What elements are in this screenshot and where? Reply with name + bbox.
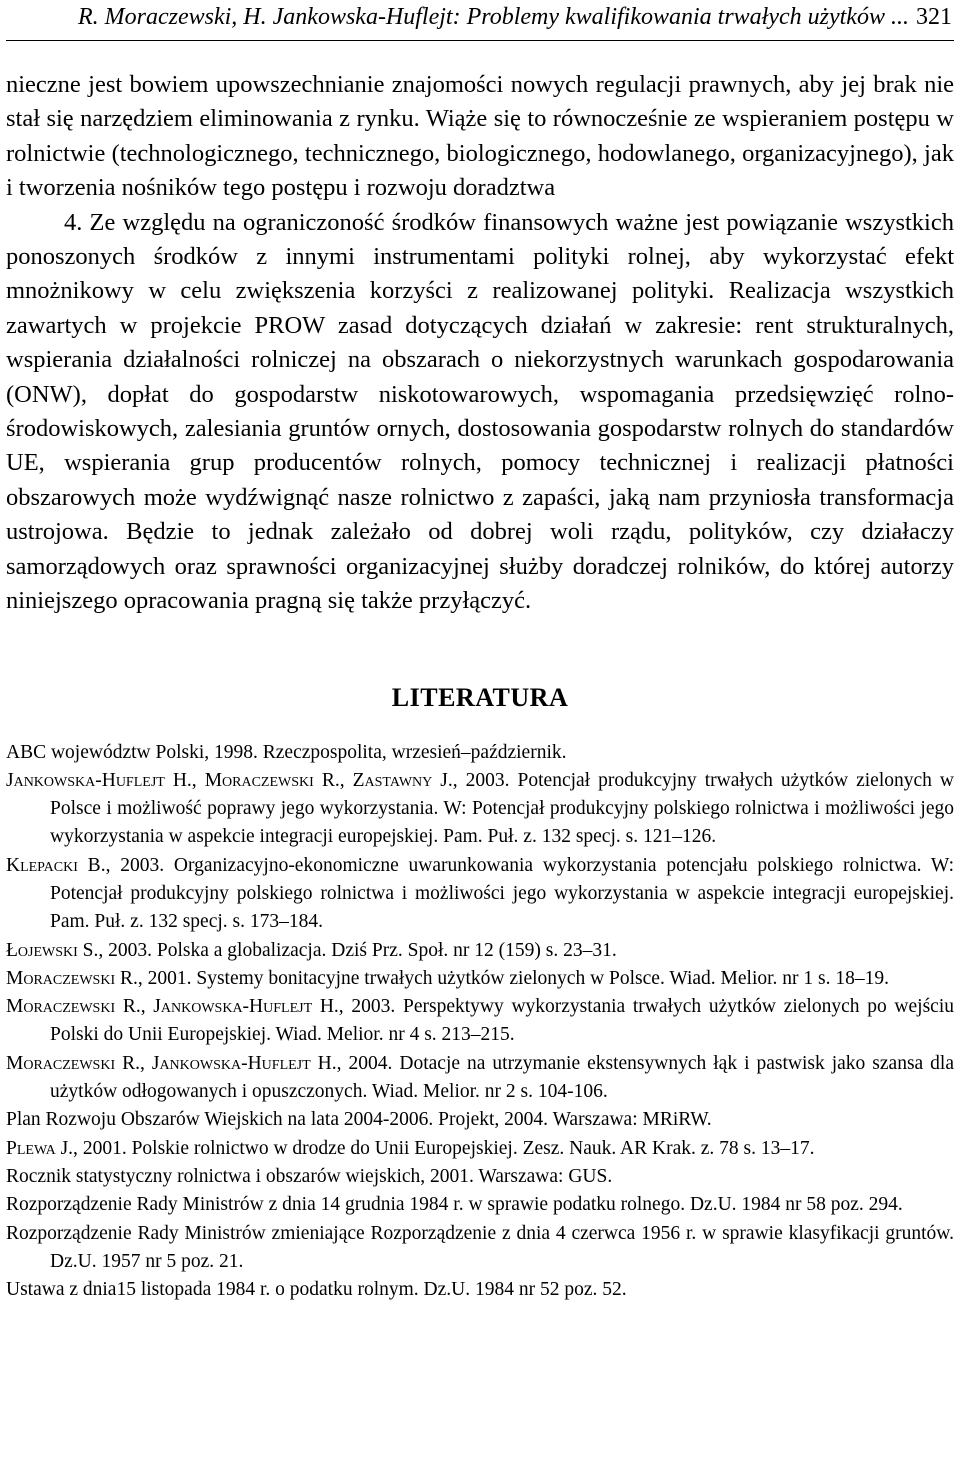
reference-text: Rozporządzenie Rady Ministrów zmieniające Rozporządzenie z dnia 4 czerwca 1956 r. w sprawie klasyfikacji gruntów. Dz.U. 1957 nr 5 poz. 21. <box>6 1222 954 1272</box>
body-text <box>6 68 954 619</box>
reference-item <box>6 739 954 767</box>
reference-text: Ustawa z dnia15 listopada 1984 r. o podatku rolnym. Dz.U. 1984 nr 52 poz. 52. <box>6 1279 627 1301</box>
reference-text: 2003. Perspektywy wykorzystania trwałych użytków zielonych po wejściu Polski do Unii Europejskiej. Wiad. Melior. nr 4 s. 213–215. <box>50 996 954 1046</box>
reference-authors: Moraczewski R., Jankowska-Huflejt H., <box>6 996 344 1018</box>
reference-text: 2001. Polskie rolnictwo w drodze do Unii Europejskiej. Zesz. Nauk. AR Krak. z. 78 s. 13–17. <box>77 1137 815 1159</box>
reference-authors: Klepacki B., <box>6 854 111 876</box>
reference-item <box>6 1191 954 1219</box>
reference-text: 2004. Dotacje na utrzymanie ekstensywnych łąk i pastwisk jako szansa dla użytków odłogowanych i opuszczonych. Wiad. Melior. nr 2 s. 104-106. <box>50 1052 954 1103</box>
reference-text: 2003. Polska a globalizacja. Dziś Prz. Społ. nr 12 (159) s. 23–31. <box>103 939 617 961</box>
reference-item <box>6 767 954 852</box>
reference-text: Rocznik statystyczny rolnictwa i obszarów wiejskich, 2001. Warszawa: GUS. <box>6 1165 613 1187</box>
reference-text: 2003. Organizacyjno-ekonomiczne uwarunkowania wykorzystania potencjału polskiego rolnictwa. W: Potencjał produkcyjny polskiego rolnictwa i możliwości jego wykorzystania w aspekcie integracji europejskiej. Pam. Puł. z. 132 specj. s. 173–184. <box>50 854 954 933</box>
literature-heading: LITERATURA <box>391 682 569 712</box>
reference-list <box>6 739 954 1305</box>
reference-item <box>6 1135 954 1163</box>
reference-item <box>6 993 954 1050</box>
page-number: 321 <box>916 4 952 30</box>
reference-text: Rozporządzenie Rady Ministrów z dnia 14 grudnia 1984 r. w sprawie podatku rolnego. Dz.U. 1984 nr 58 poz. 294. <box>6 1194 903 1216</box>
reference-authors: Jankowska-Huflejt H., Moraczewski R., Zastawny J., <box>6 769 458 791</box>
paragraph: 4. Ze względu na ograniczoność środków finansowych ważne jest powiązanie wszystkich ponoszonych środków z innymi instrumentami polityki rolnej, aby wykorzystać efekt mnożnikowy w celu zwiększenia korzyści z realizowanej polityki. Realizacja wszystkich zawartych w projekcie PROW zasad dotyczących działań w zakresie: rent strukturalnych, wspierania działalności rolniczej na obszarach o niekorzystnych warunkach gospodarowania (ONW), dopłat do gospodarstw niskotowarowych, wspomagania przedsięwzięć rolno-środowiskowych, zalesiania gruntów ornych, dostosowania gospodarstw rolnych do standardów UE, wspierania grup producentów rolnych, pomocy technicznej i realizacji płatności obszarowych może wydźwignąć nasze rolnictwo z zapaści, jaką nam przyniosła transformacja ustrojowa. Będzie to jednak zależało od dobrej woli rządu, polityków, czy działaczy samorządowych oraz sprawności organizacyjnej służby doradczej rolników, do której autorzy niniejszego opracowania pragną się także przyłączyć. <box>6 208 954 615</box>
reference-item <box>6 1050 954 1107</box>
reference-authors: Moraczewski R., <box>6 967 143 989</box>
reference-item <box>6 852 954 937</box>
reference-item <box>6 1276 954 1304</box>
page <box>6 0 954 1304</box>
reference-item <box>6 965 954 993</box>
paragraph: nieczne jest bowiem upowszechnianie znajomości nowych regulacji prawnych, aby jej brak nie stał się narzędziem eliminowania z rynku. Wiąże się to równocześnie ze wspieraniem postępu w rolnictwie (technologicznego, technicznego, biologicznego, hodowlanego, organizacyjnego), jak i tworzenia nośników tego postępu i rozwoju doradztwa <box>6 71 954 202</box>
reference-authors: Łojewski S., <box>6 939 104 961</box>
reference-text: Plan Rozwoju Obszarów Wiejskich na lata 2004-2006. Projekt, 2004. Warszawa: MRiRW. <box>6 1109 712 1131</box>
reference-item <box>6 1106 954 1134</box>
running-title: R. Moraczewski, H. Jankowska-Huflejt: Problemy kwalifikowania trwałych użytków ... <box>78 4 909 30</box>
reference-item <box>6 1163 954 1191</box>
reference-text: 2001. Systemy bonitacyjne trwałych użytków zielonych w Polsce. Wiad. Melior. nr 1 s. 18–19. <box>142 967 889 989</box>
reference-text: 2003. Potencjał produkcyjny trwałych użytków zielonych w Polsce i możliwość poprawy jego wykorzystania. W: Potencjał produkcyjny polskiego rolnictwa i możliwości jego wykorzystania w aspekcie integracji europejskiej. Pam. Puł. z. 132 specj. s. 121–126. <box>50 769 955 848</box>
reference-authors: Moraczewski R., Jankowska-Huflejt H., <box>6 1052 342 1074</box>
reference-authors: Plewa J., <box>6 1137 78 1159</box>
reference-text: ABC województw Polski, 1998. Rzeczpospolita, wrzesień–październik. <box>6 741 567 763</box>
reference-item <box>6 1220 954 1277</box>
page-header <box>6 0 954 41</box>
reference-item <box>6 937 954 965</box>
